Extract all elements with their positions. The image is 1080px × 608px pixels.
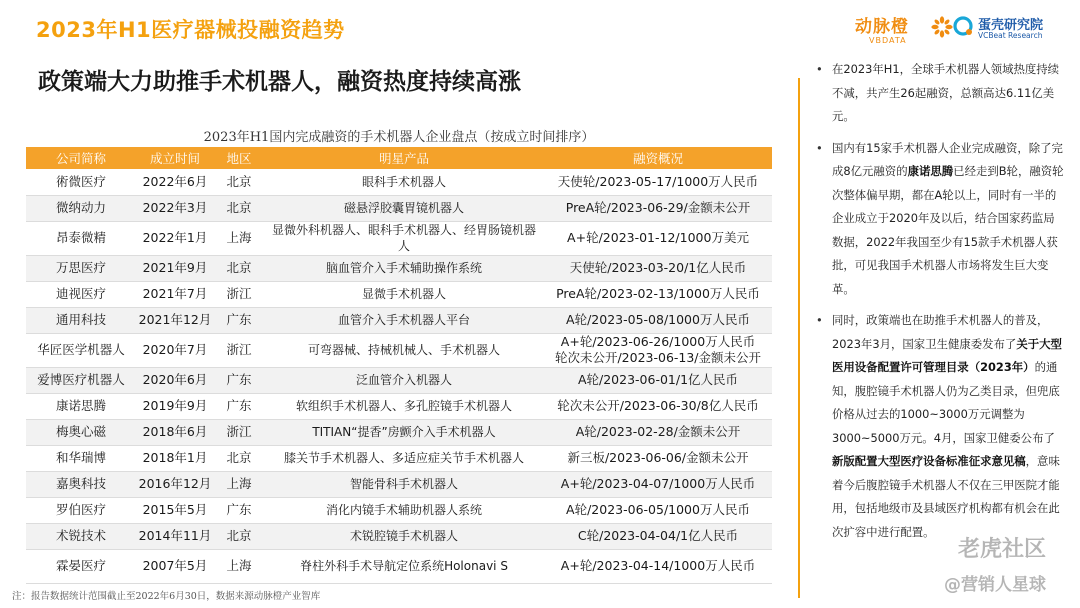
cell-founded: 2016年12月 — [136, 471, 214, 497]
bullet-icon: • — [816, 62, 823, 76]
cell-financing: 轮次未公开/2023-06-30/8亿人民币 — [544, 393, 772, 419]
table-row — [26, 169, 772, 195]
cell-company: 和华瑞博 — [26, 445, 136, 471]
cell-financing: C轮/2023-04-04/1亿人民币 — [544, 523, 772, 549]
cell-region: 广东 — [214, 497, 264, 523]
cell-product: 智能骨科手术机器人 — [264, 471, 544, 497]
cell-company: 霖晏医疗 — [26, 549, 136, 583]
cell-product: 软组织手术机器人、多孔腔镜手术机器人 — [264, 393, 544, 419]
cell-founded: 2015年5月 — [136, 497, 214, 523]
cell-product: 脑血管介入手术辅助操作系统 — [264, 255, 544, 281]
cell-product: 术锐腔镜手术机器人 — [264, 523, 544, 549]
sidebar-text: 的通知，腹腔镜手术机器人仍为乙类目录，但兜底价格从过去的1000~3000万元调整为3000~5000万元。4月，国家卫健委公布了 — [832, 360, 1060, 445]
cell-region: 广东 — [214, 367, 264, 393]
cell-company: 术锐技术 — [26, 523, 136, 549]
sidebar-commentary — [812, 58, 1064, 552]
cell-product: 眼科手术机器人 — [264, 169, 544, 195]
table-row — [26, 255, 772, 281]
sidebar-text: 国内有15家手术机器人企业完成融资，除了完成8亿元融资的 — [832, 140, 1063, 178]
financing-table — [26, 147, 772, 584]
cell-product: 显微外科机器人、眼科手术机器人、经胃肠镜机器人 — [264, 221, 544, 255]
cell-company: 術微医疗 — [26, 169, 136, 195]
cell-region: 广东 — [214, 393, 264, 419]
vcbeat-logo-en: VCBeat Research — [978, 31, 1043, 40]
cell-product: 膝关节手术机器人、多适应症关节手术机器人 — [264, 445, 544, 471]
sidebar-text: 已经走到B轮，融资轮次整体偏早期，都在A轮以上，同时有一半的企业成立于2020年及以后，结合国家药监局数据，2022年我国至少有15款手术机器人获批，可见我国手术机器人市场将发生巨大变革。 — [832, 164, 1064, 296]
cell-company: 爱博医疗机器人 — [26, 367, 136, 393]
table-header-row — [26, 147, 772, 169]
table-row — [26, 419, 772, 445]
cell-company: 康诺思腾 — [26, 393, 136, 419]
cell-financing: A轮/2023-05-08/1000万人民币 — [544, 307, 772, 333]
cell-financing: 天使轮/2023-05-17/1000万人民币 — [544, 169, 772, 195]
cell-company: 万思医疗 — [26, 255, 136, 281]
cell-product: 脊柱外科手术导航定位系统Holonavi S — [264, 549, 544, 583]
table-row — [26, 471, 772, 497]
cell-founded: 2018年6月 — [136, 419, 214, 445]
table-row — [26, 221, 772, 255]
cell-founded: 2022年3月 — [136, 195, 214, 221]
sidebar-text: ，意味着今后腹腔镜手术机器人不仅在三甲医院才能用，包括地级市及县域医疗机构都有机会在此次扩容中进行配置。 — [832, 454, 1060, 539]
table-row — [26, 445, 772, 471]
cell-financing: A轮/2023-02-28/金额未公开 — [544, 419, 772, 445]
cell-financing — [544, 333, 772, 367]
cell-company: 迪视医疗 — [26, 281, 136, 307]
cell-financing: 天使轮/2023-03-20/1亿人民币 — [544, 255, 772, 281]
cell-region: 上海 — [214, 221, 264, 255]
cell-company: 华匠医学机器人 — [26, 333, 136, 367]
cell-company: 罗伯医疗 — [26, 497, 136, 523]
cell-region: 浙江 — [214, 333, 264, 367]
bullet-icon: • — [816, 140, 823, 155]
cell-product: TITIAN“提香”房颤介入手术机器人 — [264, 419, 544, 445]
col-header-product: 明星产品 — [264, 147, 544, 169]
sidebar-highlight: 新版配置大型医疗设备标准征求意见稿 — [832, 454, 1026, 468]
sidebar-highlight: 关于大型医用设备配置许可管理目录（2023年） — [832, 336, 1062, 374]
cell-company: 通用科技 — [26, 307, 136, 333]
bullet-icon: • — [816, 313, 823, 327]
cell-financing: A轮/2023-06-01/1亿人民币 — [544, 367, 772, 393]
vbdata-burst-icon — [931, 16, 953, 38]
cell-region: 北京 — [214, 169, 264, 195]
col-header-founded: 成立时间 — [136, 147, 214, 169]
table-row — [26, 195, 772, 221]
report-title: 2023年H1医疗器械投融资趋势 — [36, 18, 345, 42]
col-header-company: 公司简称 — [26, 147, 136, 169]
cell-product: 消化内镜手术辅助机器人系统 — [264, 497, 544, 523]
table-row — [26, 333, 772, 367]
cell-founded: 2019年9月 — [136, 393, 214, 419]
cell-financing: A+轮/2023-04-14/1000万人民币 — [544, 549, 772, 583]
watermark-line-1: 老虎社区 — [958, 537, 1047, 562]
cell-company: 微纳动力 — [26, 195, 136, 221]
vcbeat-mark-icon — [952, 15, 974, 37]
cell-founded: 2022年1月 — [136, 221, 214, 255]
cell-company: 梅奥心磁 — [26, 419, 136, 445]
cell-founded: 2022年6月 — [136, 169, 214, 195]
financing-line: A+轮/2023-06-26/1000万人民币 — [560, 334, 756, 349]
cell-region: 广东 — [214, 307, 264, 333]
col-header-region: 地区 — [214, 147, 264, 169]
cell-product: 泛血管介入机器人 — [264, 367, 544, 393]
cell-financing: 新三板/2023-06-06/金额未公开 — [544, 445, 772, 471]
cell-region: 北京 — [214, 195, 264, 221]
vertical-divider — [798, 78, 800, 598]
sidebar-text: 同时，政策端也在助推手术机器人的普及，2023年3月，国家卫生健康委发布了 — [832, 313, 1049, 351]
cell-founded: 2007年5月 — [136, 549, 214, 583]
vcbeat-logo — [952, 14, 1062, 44]
sidebar-highlight: 康诺思腾 — [907, 164, 954, 178]
cell-product: 可弯器械、持械机械人、手术机器人 — [264, 333, 544, 367]
cell-financing: A+轮/2023-04-07/1000万人民币 — [544, 471, 772, 497]
footnote: 注：报告数据统计范围截止至2022年6月30日，数据来源动脉橙产业智库 — [12, 591, 321, 602]
table-row — [26, 281, 772, 307]
cell-company: 嘉奥科技 — [26, 471, 136, 497]
cell-product: 显微手术机器人 — [264, 281, 544, 307]
vcbeat-logo-cn: 蛋壳研究院 — [978, 18, 1044, 33]
sidebar-text: 在2023年H1，全球手术机器人领域热度持续不减，共产生26起融资，总额高达6.11亿美元。 — [832, 62, 1060, 123]
cell-company: 昂泰微精 — [26, 221, 136, 255]
watermark-line-2: @营销人星球 — [944, 575, 1046, 595]
table-caption: 2023年H1国内完成融资的手术机器人企业盘点（按成立时间排序） — [203, 130, 595, 145]
cell-financing: A+轮/2023-01-12/1000万美元 — [544, 221, 772, 255]
vbdata-logo — [855, 12, 950, 44]
cell-region: 浙江 — [214, 419, 264, 445]
table-row — [26, 393, 772, 419]
cell-founded: 2020年6月 — [136, 367, 214, 393]
cell-region: 浙江 — [214, 281, 264, 307]
cell-founded: 2021年12月 — [136, 307, 214, 333]
col-header-financing: 融资概况 — [544, 147, 772, 169]
cell-financing: PreA轮/2023-06-29/金额未公开 — [544, 195, 772, 221]
cell-region: 上海 — [214, 471, 264, 497]
table-row — [26, 549, 772, 583]
sidebar-paragraph-1 — [812, 58, 1064, 129]
table-row — [26, 307, 772, 333]
cell-founded: 2020年7月 — [136, 333, 214, 367]
cell-founded: 2018年1月 — [136, 445, 214, 471]
vbdata-logo-en: VBDATA — [869, 36, 907, 45]
table-row — [26, 523, 772, 549]
cell-financing: A轮/2023-06-05/1000万人民币 — [544, 497, 772, 523]
cell-founded: 2021年9月 — [136, 255, 214, 281]
sidebar-paragraph-2 — [812, 137, 1064, 302]
page-subtitle: 政策端大力助推手术机器人，融资热度持续高涨 — [38, 69, 521, 95]
cell-financing: PreA轮/2023-02-13/1000万人民币 — [544, 281, 772, 307]
cell-founded: 2014年11月 — [136, 523, 214, 549]
financing-line: 轮次未公开/2023-06-13/金额未公开 — [554, 350, 762, 365]
cell-region: 北京 — [214, 523, 264, 549]
cell-product: 血管介入手术机器人平台 — [264, 307, 544, 333]
cell-region: 北京 — [214, 445, 264, 471]
sidebar-paragraph-3 — [812, 309, 1064, 544]
cell-founded: 2021年7月 — [136, 281, 214, 307]
cell-product: 磁悬浮胶囊胃镜机器人 — [264, 195, 544, 221]
cell-region: 上海 — [214, 549, 264, 583]
table-row — [26, 497, 772, 523]
vbdata-logo-cn: 动脉橙 — [855, 17, 909, 37]
cell-region: 北京 — [214, 255, 264, 281]
table-row — [26, 367, 772, 393]
